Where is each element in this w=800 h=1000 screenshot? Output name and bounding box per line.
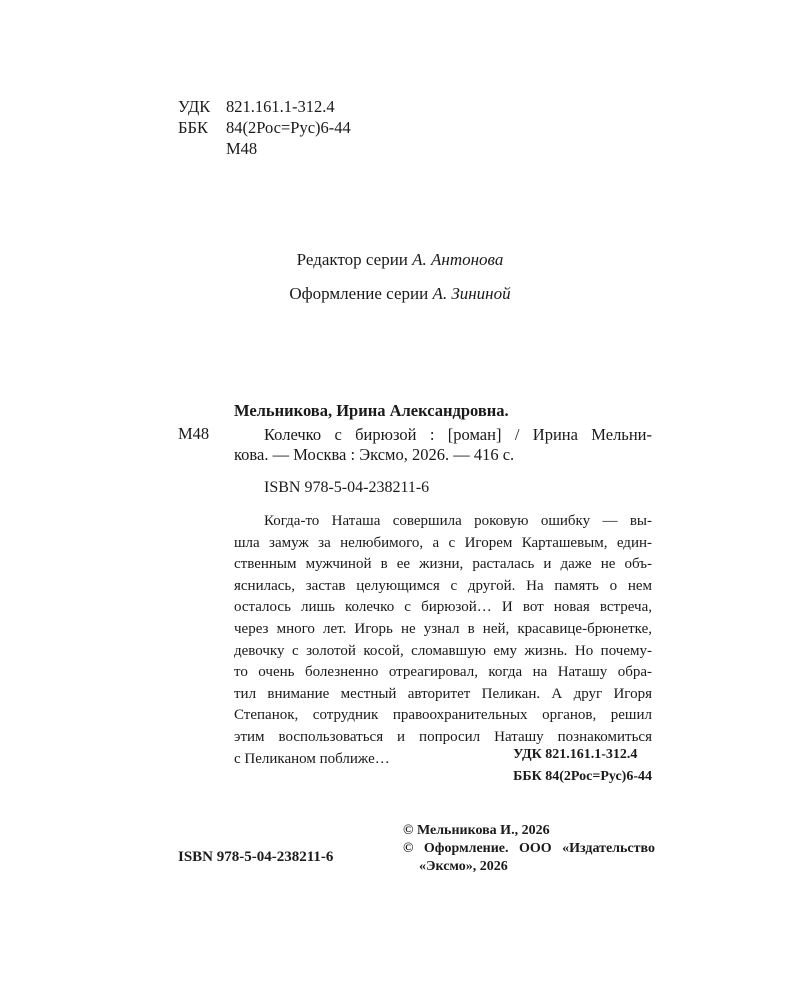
description-line-2: кова. — Москва : Эксмо, 2026. — 416 с. — [234, 445, 515, 464]
annotation-line: этим воспользоваться и попросил Наташу познакомиться — [234, 728, 652, 745]
record-author-mark: М48 — [178, 424, 210, 443]
record-author: Мельникова, Ирина Александровна. — [234, 401, 509, 420]
annotation-line: осталось лишь колечко с бирюзой… И вот новая встреча, — [234, 599, 652, 616]
bottom-codes — [513, 744, 652, 788]
udk-row — [178, 96, 351, 117]
annotation-line: с Пеликаном поближе… — [234, 750, 390, 767]
series-editor-name: А. Антонова — [412, 250, 504, 269]
editors-block — [0, 243, 800, 311]
annotation-line: через много лет. Игорь не узнал в ней, красавице-брюнетке, — [234, 620, 652, 637]
bottom-bbk: ББК 84(2Рос=Рус)6-44 — [513, 769, 652, 784]
annotation-line: шла замуж за нелюбимого, а с Игорем Карташевым, един- — [234, 534, 652, 551]
annotation-line: то очень болезненно отреагировал, когда на Наташу обра- — [234, 664, 652, 681]
udk-value: 821.161.1-312.4 — [226, 97, 335, 116]
bbk-label: ББК — [178, 118, 208, 137]
copyright-publisher: «Эксмо», 2026 — [419, 859, 508, 874]
bbk-row — [178, 117, 351, 138]
annotation-line: Когда-то Наташа совершила роковую ошибку — вы- — [264, 513, 652, 529]
author-mark-row — [178, 138, 351, 159]
bbk-value: 84(2Рос=Рус)6-44 — [226, 118, 351, 137]
copyright-author: © Мельникова И., 2026 — [403, 823, 550, 838]
annotation-line: тил внимание местный авторитет Пеликан. А друг Игоря — [234, 685, 652, 702]
series-editor-prefix: Редактор серии — [296, 250, 408, 269]
copyright-block — [403, 822, 655, 876]
annotation-line: девочку с золотой косой, сломавшую ему жизнь. Но почему- — [234, 642, 652, 659]
annotation — [234, 511, 652, 770]
copyright-design: © Оформление. ООО «Издательство — [403, 841, 655, 856]
series-design-prefix: Оформление серии — [289, 284, 429, 303]
series-editor — [0, 243, 800, 277]
description-line-1: Колечко с бирюзой : [роман] / Ирина Мельни- — [264, 425, 652, 444]
author-mark: М48 — [226, 139, 258, 158]
annotation-line: ственным мужчиной в ее жизни, расталась и даже не объ- — [234, 556, 652, 573]
annotation-line: яснилась, застав целующимся с другой. На память о нем — [234, 577, 652, 594]
bottom-udk: УДК 821.161.1-312.4 — [513, 747, 638, 762]
annotation-line: Степанок, сотрудник правоохранительных органов, решил — [234, 707, 652, 724]
udk-label: УДК — [178, 97, 211, 116]
record-description — [234, 425, 652, 465]
classification-block — [178, 96, 351, 159]
series-design-name: А. Зининой — [432, 284, 511, 303]
isbn-bottom: ISBN 978-5-04-238211-6 — [178, 849, 334, 865]
record-isbn: ISBN 978-5-04-238211-6 — [264, 479, 430, 496]
series-design — [0, 277, 800, 311]
